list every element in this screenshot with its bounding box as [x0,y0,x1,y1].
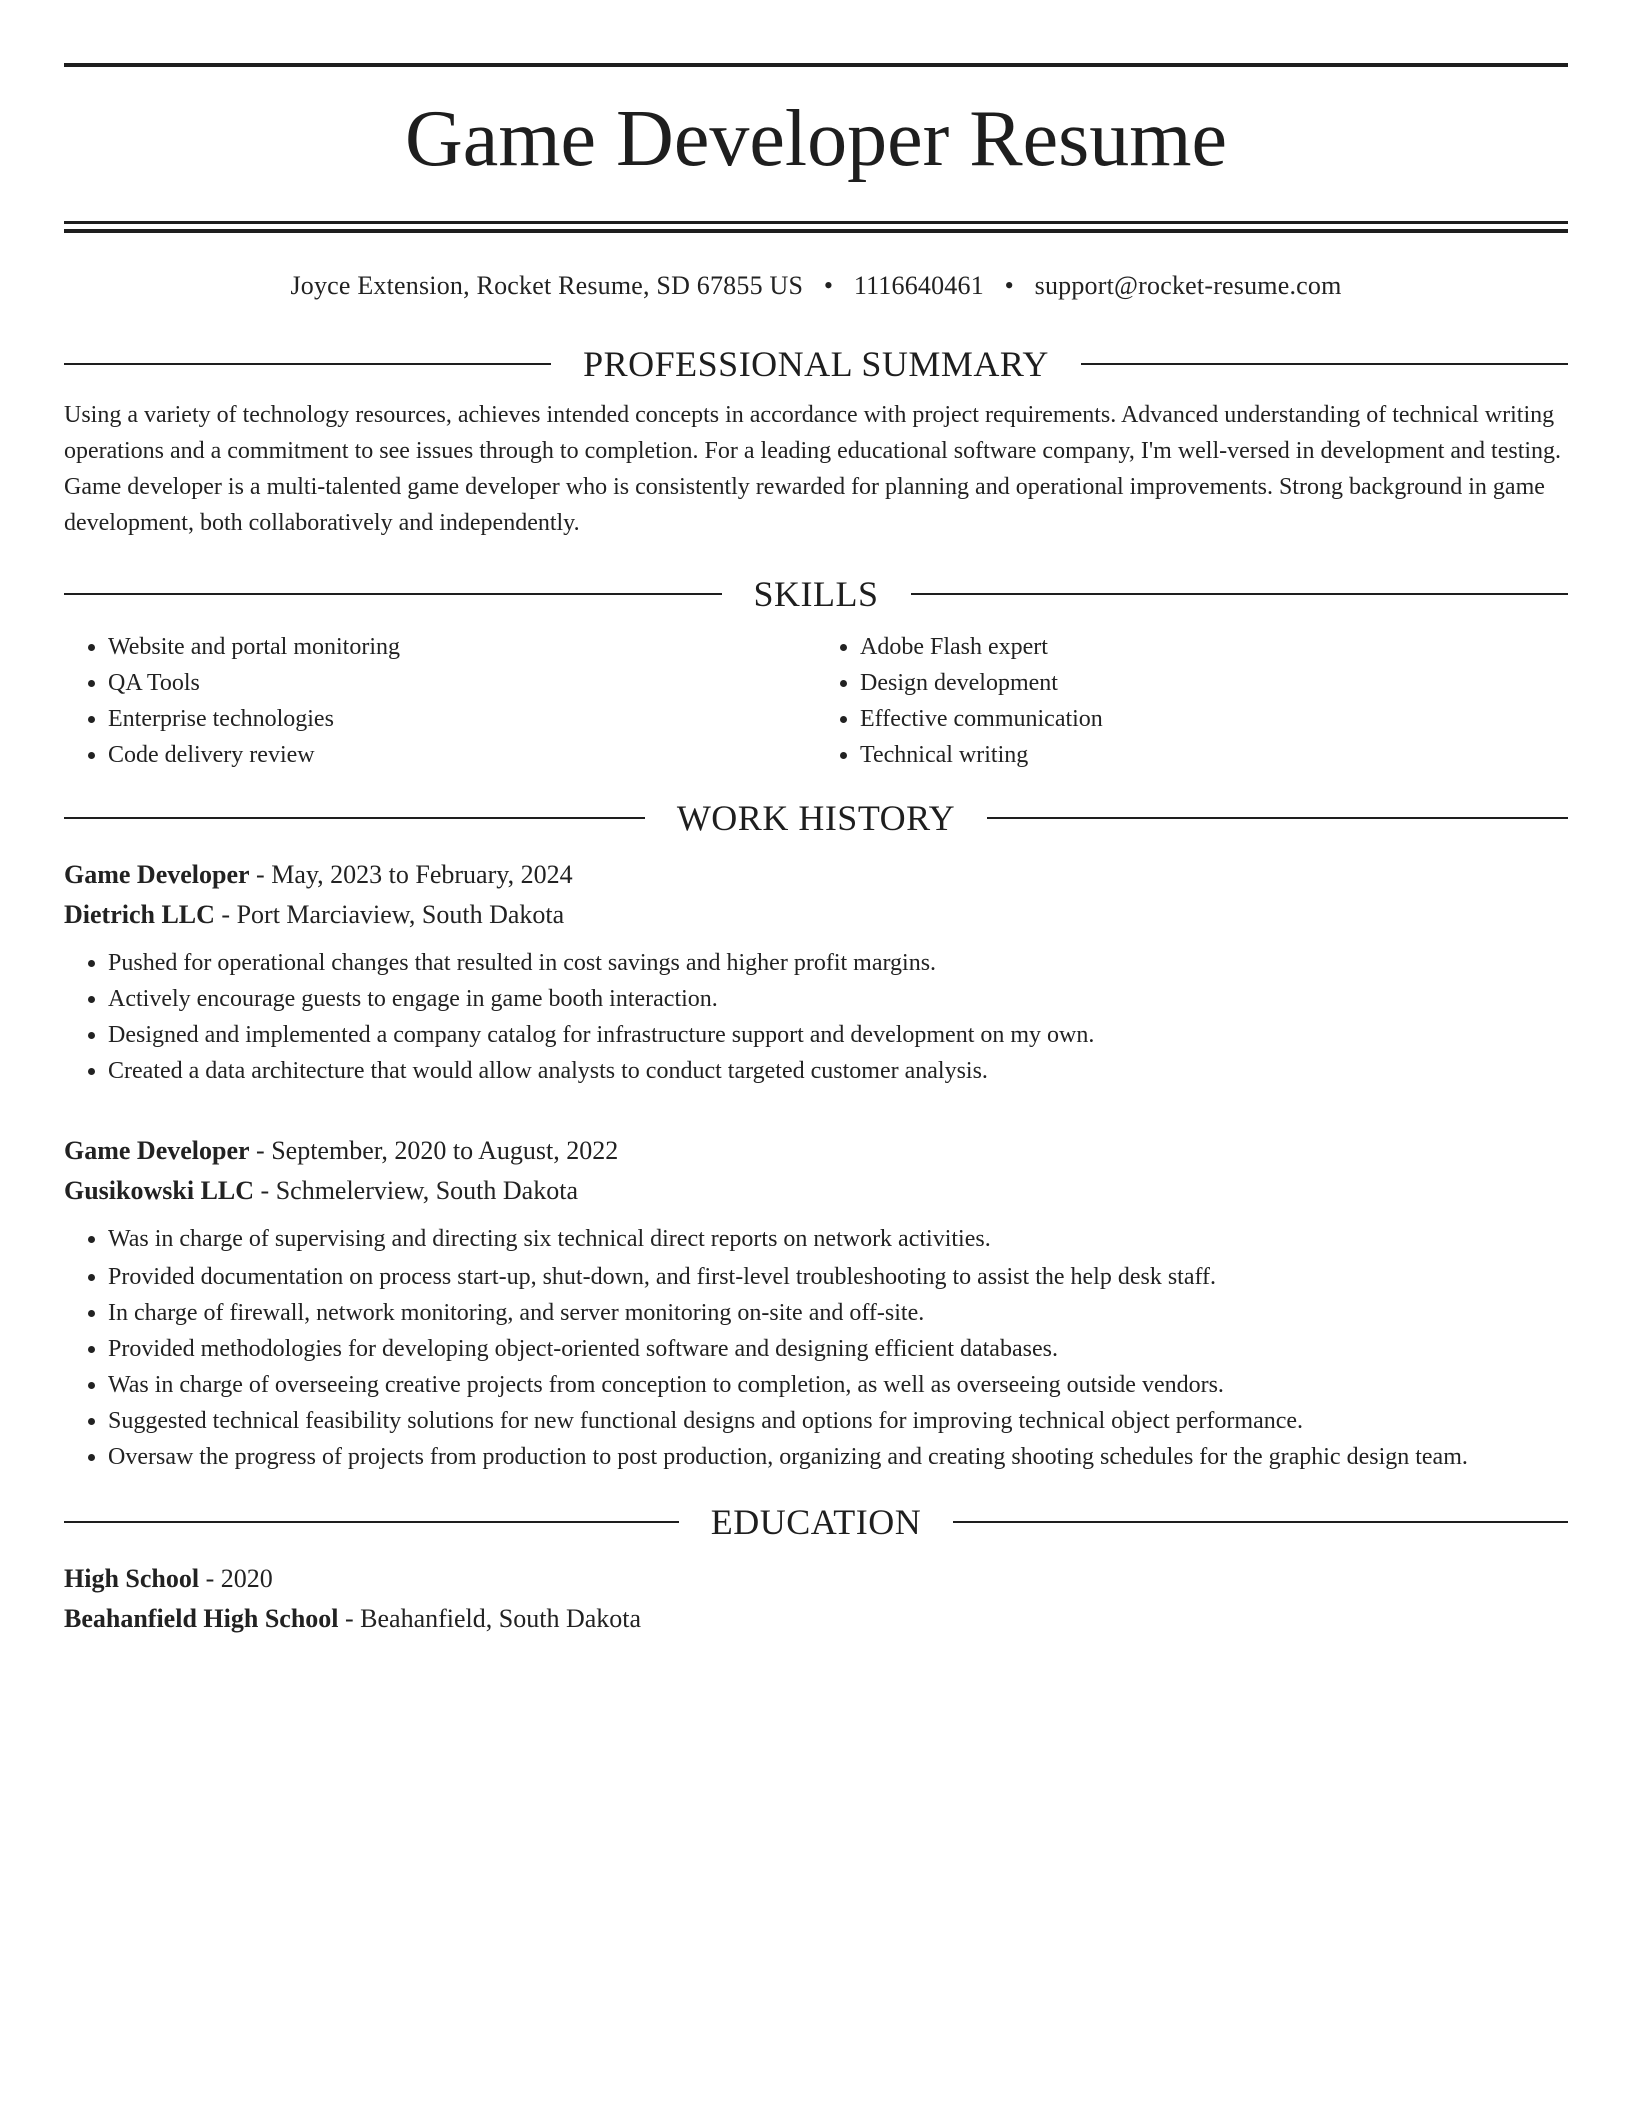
education-heading: EDUCATION [710,1502,922,1542]
skill-item: • Technical writing [860,737,1568,773]
job-company-line [64,895,1568,935]
job-dates: - May, 2023 to February, 2024 [249,860,573,889]
contact-separator: • [1004,271,1014,300]
skill-item: • Website and portal monitoring [108,629,816,665]
job-title-line [64,855,1568,895]
job-company: Gusikowski LLC [64,1176,255,1205]
skills-heading: SKILLS [753,574,879,614]
skill-item: • Effective communication [860,701,1568,737]
job-bullets [64,945,1568,1089]
title-double-rule [64,221,1568,233]
job-bullet: • Provided methodologies for developing object-oriented software and designing efficient databases. [108,1331,1568,1367]
contact-email: support@rocket-resume.com [1034,271,1342,300]
job-entry [64,1131,1568,1475]
skill-item: • Design development [860,665,1568,701]
job-bullet: • Suggested technical feasibility solutions for new functional designs and options for improving technical object performance. [108,1403,1568,1439]
job-title: Game Developer [64,1136,250,1165]
page-title: Game Developer Resume [405,95,1227,183]
work-section-header [64,795,1568,841]
section-divider [64,1521,679,1523]
job-company-line [64,1171,1568,1211]
contact-line [64,269,1568,303]
education-year: - 2020 [199,1564,273,1593]
job-bullets [64,1221,1568,1475]
top-rule [64,63,1568,67]
education-school-line [64,1599,1568,1639]
section-divider [987,817,1568,819]
job-bullet: • Was in charge of overseeing creative projects from conception to completion, as well as overseeing outside vendors. [108,1367,1568,1403]
job-company: Dietrich LLC [64,900,215,929]
skill-item: • QA Tools [108,665,816,701]
summary-heading: PROFESSIONAL SUMMARY [583,344,1049,384]
job-dates: - September, 2020 to August, 2022 [249,1136,619,1165]
skill-item: • Enterprise technologies [108,701,816,737]
job-bullet: • Oversaw the progress of projects from production to post production, organizing and creating shooting schedules for the graphic design team. [108,1439,1568,1475]
job-title-line [64,1131,1568,1171]
education-school: Beahanfield High School [64,1604,339,1633]
job-location: - Schmelerview, South Dakota [254,1176,578,1205]
skills-column-left [64,629,816,773]
contact-address: Joyce Extension, Rocket Resume, SD 67855 US [290,271,804,300]
job-bullet: • Created a data architecture that would allow analysts to conduct targeted customer analysis. [108,1053,1568,1089]
section-divider [64,593,722,595]
job-bullet: • Provided documentation on process start-up, shut-down, and first-level troubleshooting to assist the help desk staff. [108,1259,1568,1295]
section-divider [1081,363,1568,365]
skills-list [64,629,1568,773]
skills-column-right [816,629,1568,773]
education-entry [64,1559,1568,1639]
section-divider [953,1521,1568,1523]
job-bullet: • Actively encourage guests to engage in game booth interaction. [108,981,1568,1017]
skill-item: • Adobe Flash expert [860,629,1568,665]
work-heading: WORK HISTORY [676,798,956,838]
summary-section-header [64,341,1568,387]
section-divider [911,593,1569,595]
education-degree-line [64,1559,1568,1599]
contact-separator: • [823,271,834,300]
section-divider [64,817,645,819]
education-section-header [64,1499,1568,1545]
education-degree: High School [64,1564,200,1593]
job-title: Game Developer [64,860,250,889]
job-bullet: • Pushed for operational changes that resulted in cost savings and higher profit margins. [108,945,1568,981]
summary-text: Using a variety of technology resources, achieves intended concepts in accordance with project requirements. Advanced understanding of technical writing operations and a commitment to see issues through to completion. For a leading educational software company, I'm well-versed in development and testing. Game developer is a multi-talented game developer who is consistently rewarded for planning and operational improvements. Strong background in game development, both collaboratively and independently. [64,402,1562,536]
skill-item: • Code delivery review [108,737,816,773]
skills-section-header [64,571,1568,617]
job-entry [64,855,1568,1089]
contact-phone: 1116640461 [853,271,984,300]
section-divider [64,363,551,365]
job-bullet: • Designed and implemented a company catalog for infrastructure support and development on my own. [108,1017,1568,1053]
job-location: - Port Marciaview, South Dakota [214,900,565,929]
job-bullet: • Was in charge of supervising and directing six technical direct reports on network activities. [108,1221,1568,1257]
education-location: - Beahanfield, South Dakota [338,1604,642,1633]
job-bullet: • In charge of firewall, network monitoring, and server monitoring on-site and off-site. [108,1295,1568,1331]
